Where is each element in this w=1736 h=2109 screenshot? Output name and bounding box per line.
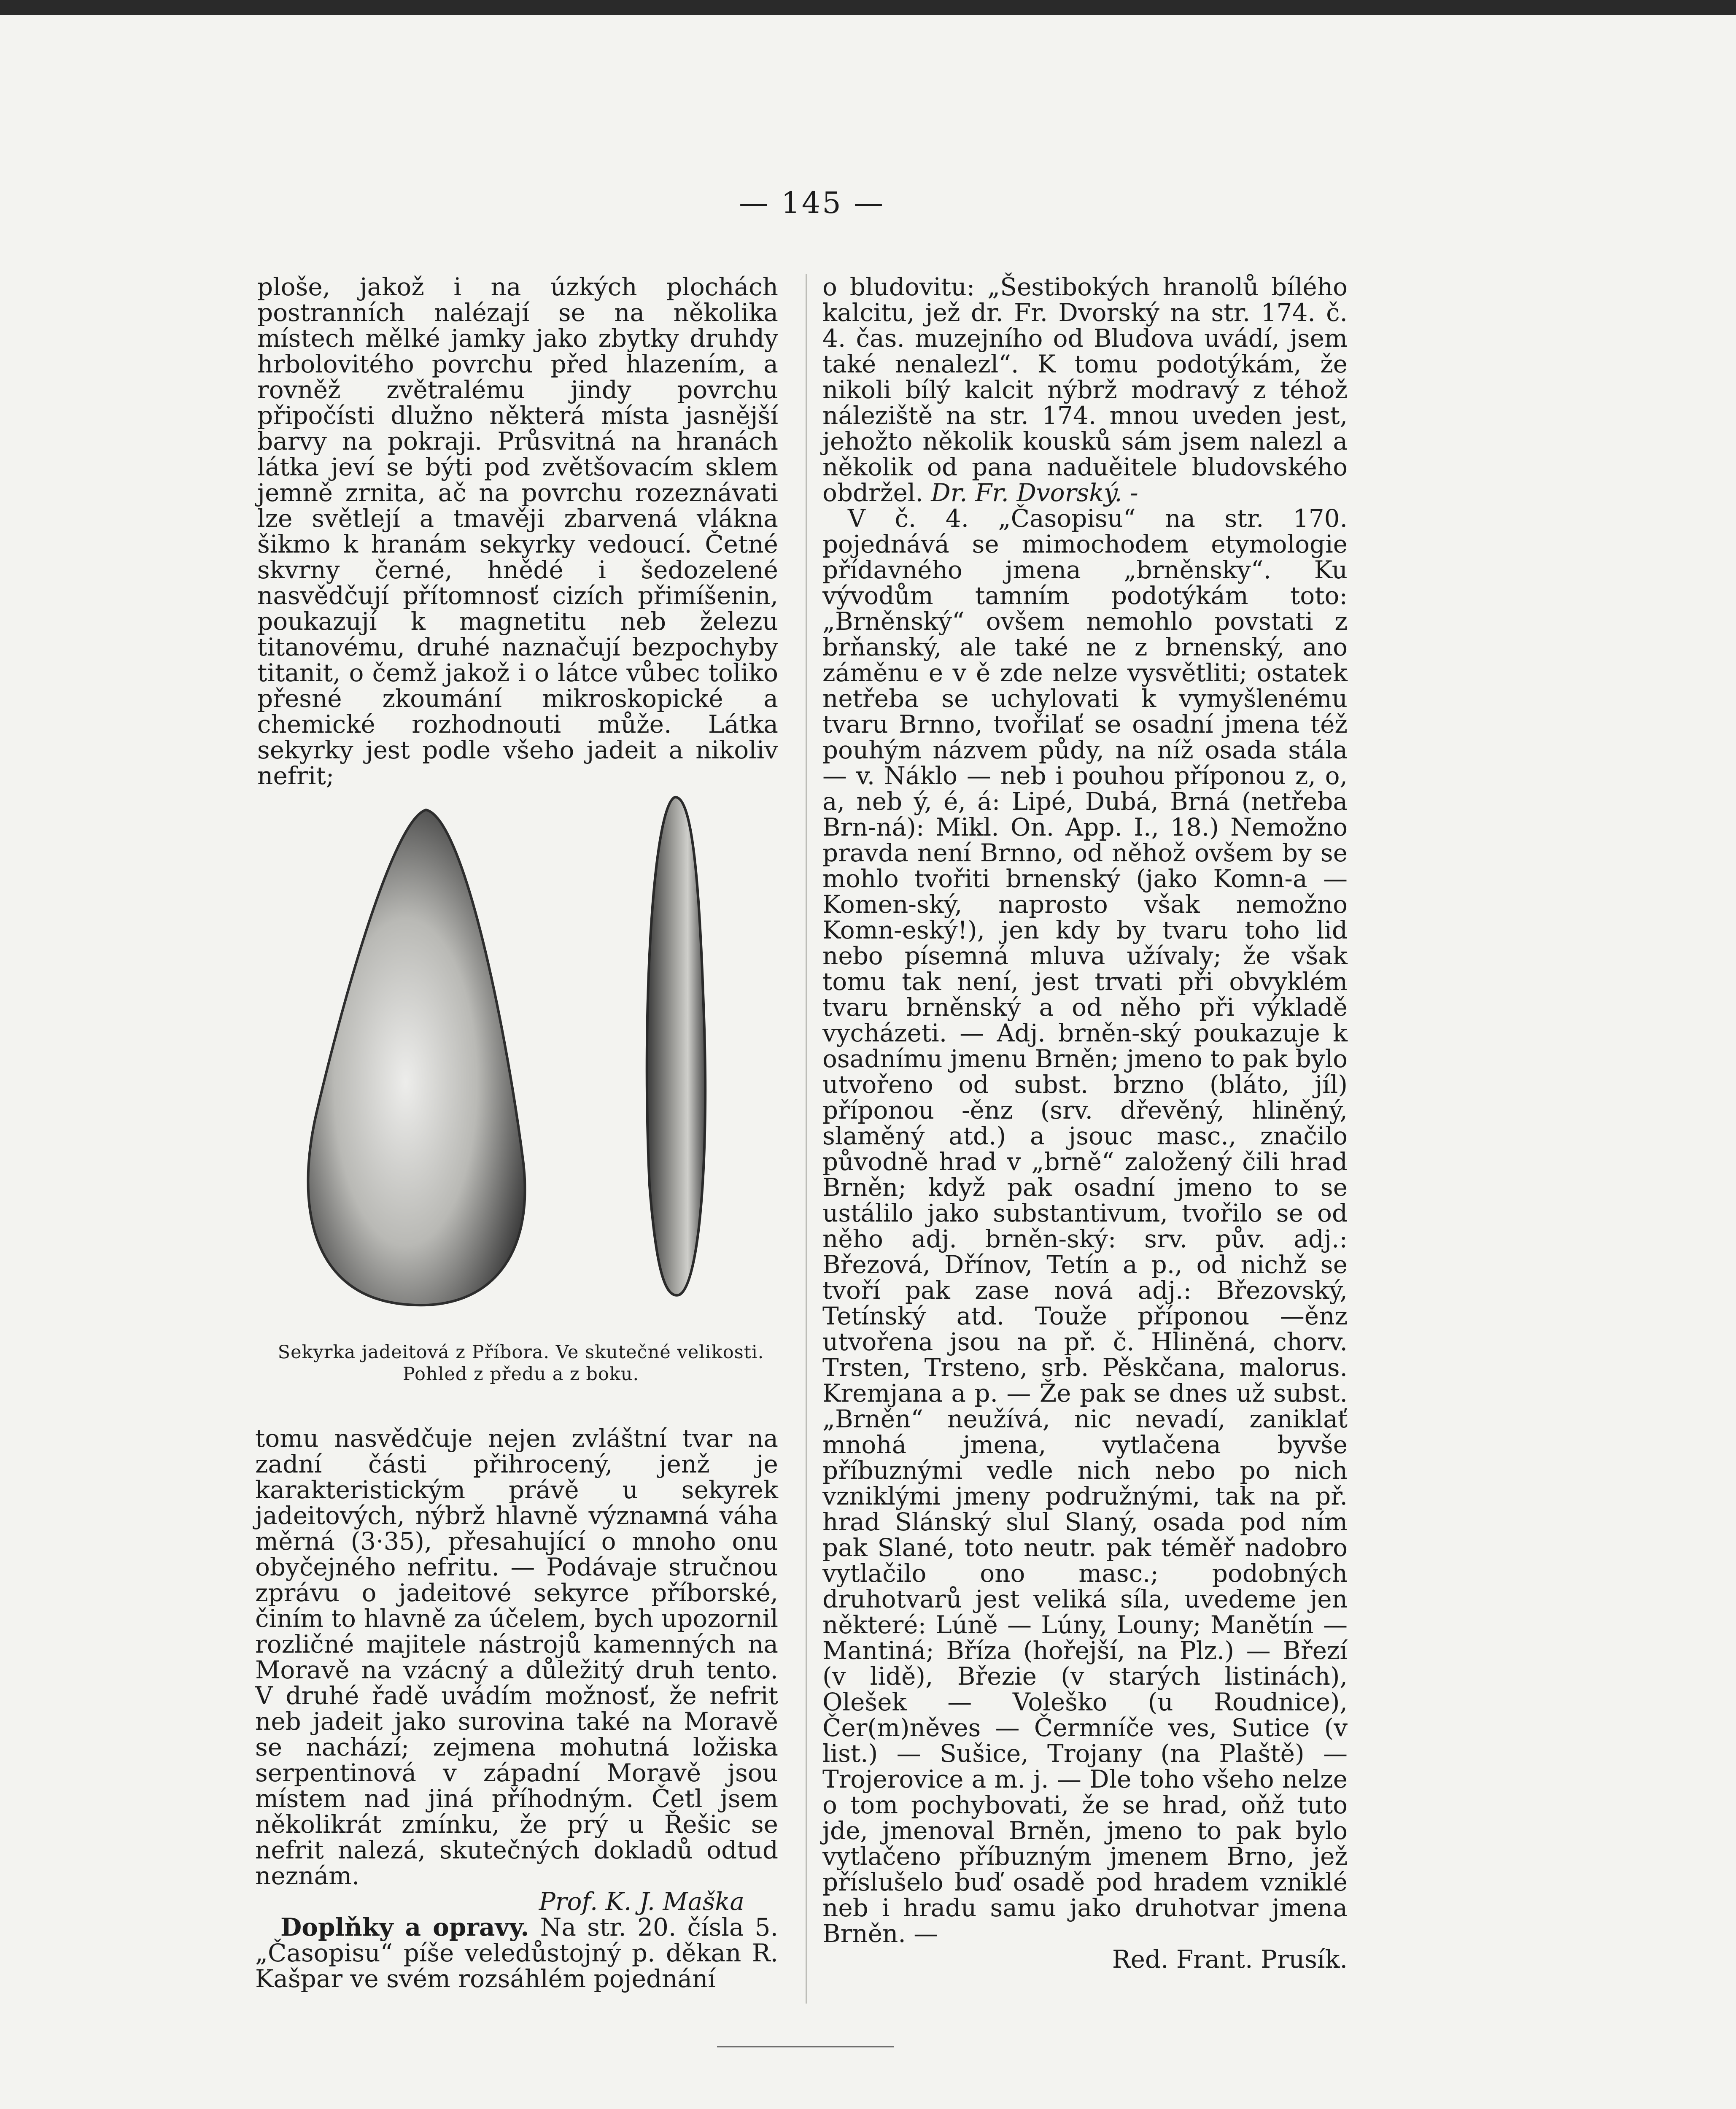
left-column-top — [257, 274, 778, 789]
dvorsky-signature: Dr. Fr. Dvorský. - — [931, 478, 1138, 507]
page-top-edge — [0, 0, 1736, 15]
doplnky-text: Na str. 20. čísla 5. „Časopisu“ píše veledůstojný p. děkan R. Kašpar ve svém rozsáhlém pojednání — [255, 1913, 778, 1993]
doplnky-heading: Doplňky a opravy. — [280, 1913, 529, 1942]
column-divider — [806, 274, 807, 2004]
doplnky-paragraph — [255, 1915, 778, 1992]
right-column — [822, 274, 1348, 1972]
page-number: — 145 — — [739, 186, 885, 220]
bludovit-text: o bludovitu: „Šestibokých hranolů bílého kalcitu, jež dr. Fr. Dvorský na str. 174. č. 4. čas. muzejního od Bludova uvádí, jsem také nenalezl“. K tomu podotýkám, že nikoli bílý kalcit nýbrž modravý z téhož náleziště na str. 174. mnou uveden jest, jehožto několik kousků sám jsem nalezl a několik od pana naduěitele bludovského obdržel. — [822, 272, 1348, 507]
right-paragraph-bludovit — [822, 274, 1348, 506]
editor-signature: Red. Frant. Prusík. — [1112, 1945, 1348, 1974]
axe-side-view — [647, 797, 705, 1295]
closing-rule — [717, 2046, 894, 2047]
axe-illustration — [287, 793, 759, 1341]
axe-front-view — [308, 810, 525, 1305]
maska-signature: Prof. K. J. Maška — [539, 1887, 744, 1916]
left-paragraph-continued: ploše, jakož i na úzkých plochách postranních nalézají se na několika místech mělké jamky jako zbytky druhdy hrbolovitého povrchu před hlazením, a rovněž zvětralému jindy povrchu připočísti dlužno některá místa jasnější barvy na pokraji. Průsvitná na hranách látka jeví se býti pod zvětšovacím sklem jemně zrnita, ač na povrchu rozeznávati lze světlejí a tmavěji zbarvená vlákna šikmo k hranám sekyrky vedoucí. Četné skvrny černé, hnědé i šedozelené nasvědčují přítomnosť cizích přimíšenin, poukazují k magnetitu neb železu titanovému, druhé naznačují bezpochyby titanit, o čemž jakož i o látce vůbec toliko přesné zkoumání mikroskopické a chemické rozhodnouti může. Látka sekyrky jest podle všeho jadeit a nikoliv nefrit; — [257, 272, 778, 790]
right-paragraph-etymology: V č. 4. „Časopisu“ na str. 170. pojednává se mimochodem etymologie přídavného jmena „brněnsky“. Ku vývodům tamním podotýkám toto: „Brněnský“ ovšem nemohlo povstati z brňanský, ale také ne z brnenský, ano záměnu e v ě zde nelze vysvětliti; ostatek netřeba se uchylovati k vymyšlenému tvaru Brnno, tvořilať se osadní jmena též pouhým názvem půdy, na níž osada stála — v. Náklo — neb i pouhou příponou z, o, a, neb ý, é, á: Lipé, Dubá, Brná (netřeba Brn-ná): Mikl. On. App. I., 18.) Nemožno pravda není Brnno, od něhož ovšem by se mohlo tvořiti brnenský (jako Komn-a — Komen-ský, naprosto však nemožno Komn-eský!), jen kdy by tvaru toho lid nebo písemná mluva užívaly; že však tomu tak není, jest trvati při obvyklém tvaru brněnský a od něho při výkladě vycházeti. — Adj. brněn-ský poukazuje k osadnímu jmenu Brněn; jmeno to pak bylo utvořeno od subst. brzno (bláto, jíl) příponou -ěnz (srv. dřevěný, hliněný, slaměný atd.) a jsouc masc., značilo původně hrad v „brně“ založený čili hrad Brněn; když pak osadní jmeno to se ustálilo jako substantivum, tvořilo se od něho adj. brněn-ský: srv. pův. adj.: Březová, Dřínov, Tetín a p., od nichž se tvoří pak zase nová adj.: Březovský, Tetínský atd. Touže příponou —ěnz utvořena jsou na př. č. Hliněná, chorv. Trsten, Trsteno, srb. Pěskčana, malorus. Kremjana a p. — Že pak se dnes už subst. „Brněn“ neužívá, nic nevadí, zaniklať mnohá jmena, vytlačena byvše příbuznými vedle nich nebo po nich vzniklými jmeny podružnými, tak na př. hrad Slánský slul Slaný, osada pod ním pak Slané, toto neutr. pak téměř nadobro vytlačilo ono masc.; podobných druhotvarů jest veliká síla, uvedeme jen některé: Lúně — Lúny, Louny; Manětín — Mantiná; Bříza (hořejší, na Plz.) — Březí (v lidě), Březie (v starých listinách), Olešek — Voleško (u Roudnice), Čer(m)něves — Čermníče ves, Sutice (v list.) — Sušice, Trojany (na Plaště) — Trojerovice a m. j. — Dle toho všeho nelze o tom pochybovati, že se hrad, oňž tuto jde, jmenoval Brněn, jmeno to pak bylo vytlačeno příbuzným jmenem Brno, jež příslušelo buď osadě pod hradem vzniklé neb i hradu samu jako druhotvar jmena Brněn. — — [822, 504, 1348, 1948]
left-paragraph-second: tomu nasvědčuje nejen zvláštní tvar na zadní části přihrocený, jenž je karakteristickým právě u sekyrek jadeitových, nýbrž hlavně význaмná váha měrná (3·35), přesahující o mnoho onu obyčejného nefritu. — Podávaje stručnou zprávu o jadeitové sekyrce příborské, činím to hlavně za účelem, bych upozornil rozličné majitele nástrojů kamenných na Moravě na vzácný a důležitý druh tento. V druhé řadě uvádím možnosť, že nefrit neb jadeit jako surovina také na Moravě se nachází; zejmena mohutná ložiska serpentinová v západní Moravě jsou místem nad jiná příhodným. Četl jsem několikrát zmínku, že prý u Řešic se nefrit nalezá, skutečných dokladů odtud neznám. — [255, 1424, 778, 1890]
left-column-bottom — [255, 1426, 778, 1992]
figure-caption: Sekyrka jadeitová z Příbora. Ve skutečné velikosti. Pohled z předu a z boku. — [278, 1342, 764, 1385]
